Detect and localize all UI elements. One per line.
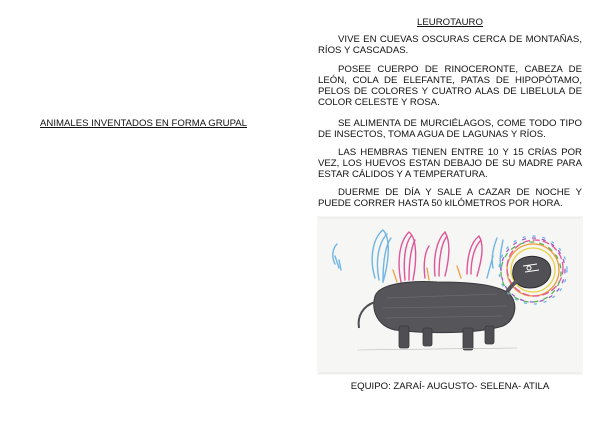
paragraph-behavior: DUERME DE DÍA Y SALE A CAZAR DE NOCHE Y PUEDE CORRER HASTA 50 kILÓMETROS POR HORA.: [318, 187, 582, 209]
paragraph-habitat: VIVE EN CUEVAS OSCURAS CERCA DE MONTAÑAS, RÍOS Y CASCADAS.: [318, 34, 582, 56]
paragraph-appearance: POSEE CUERPO DE RINOCERONTE, CABEZA DE LEÓN, COLA DE ELEFANTE, PATAS DE HIPOPÓTAMO, PELOS DE COLORES Y CUATRO ALAS DE LIBELULA DE COLOR CELESTE Y ROSA.: [318, 64, 582, 108]
animal-drawing: [317, 216, 583, 375]
paragraph-diet: SE ALIMENTA DE MURCIÉLAGOS, COME TODO TIPO DE INSECTOS, TOMA AGUA DE LAGUNAS Y RÍOS.: [318, 118, 582, 140]
team-credits: EQUIPO: ZARAÍ- AUGUSTO- SELENA- ATILA: [350, 381, 550, 392]
animal-title: LEUROTAURO: [417, 17, 483, 28]
child-drawing-icon: [317, 216, 583, 375]
document-caption: ANIMALES INVENTADOS EN FORMA GRUPAL: [40, 118, 248, 129]
paragraph-reproduction: LAS HEMBRAS TIENEN ENTRE 10 Y 15 CRÍAS POR VEZ, LOS HUEVOS ESTAN DEBAJO DE SU MADRE PARA ESTAR CÁLIDOS Y A TEMPERATURA.: [318, 147, 582, 180]
